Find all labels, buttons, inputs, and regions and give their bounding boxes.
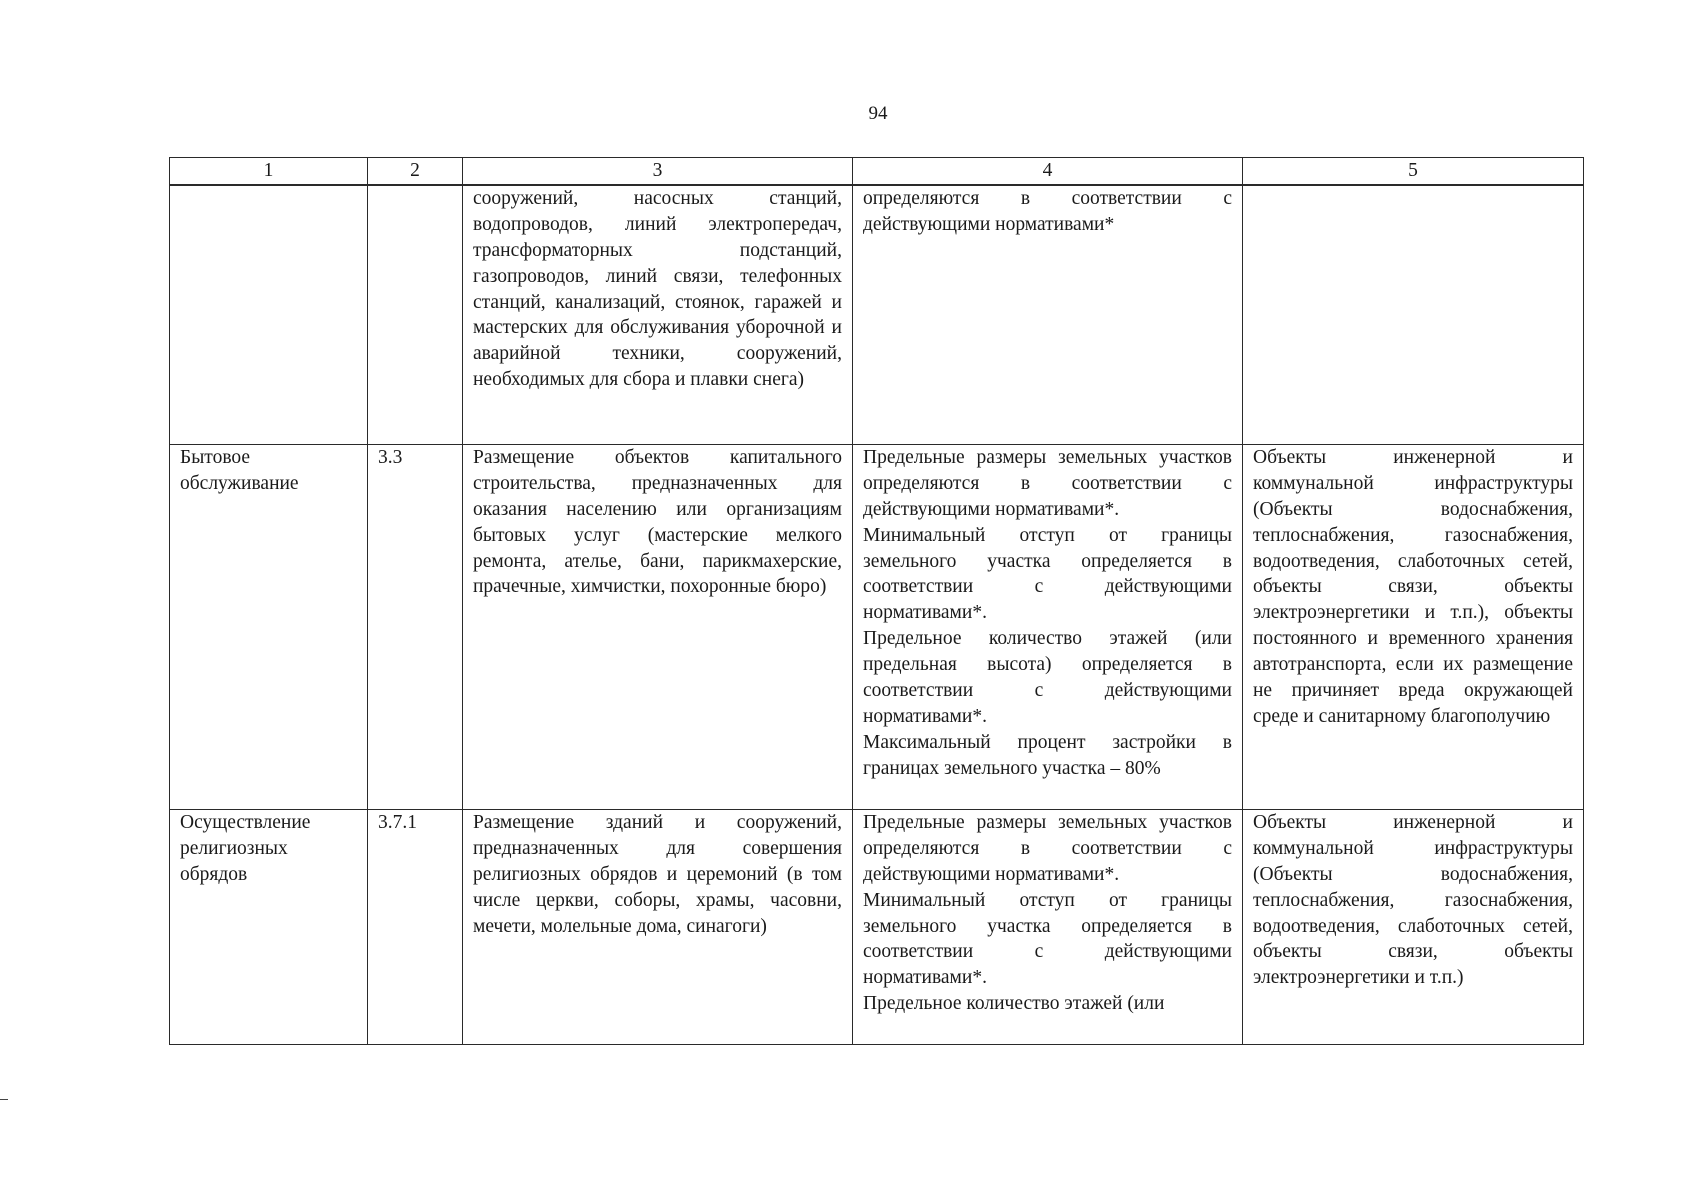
page-number: 94	[868, 103, 888, 124]
column-header-5: 5	[1243, 158, 1584, 185]
auxiliary-uses-text: Объекты инженерной и коммунальной инфраструктуры (Объекты водоснабжения, теплоснабжения, газоснабжения, водоотведения, слаботочных сетей, объекты связи, объекты электроэнергетики и т.п.), объекты постоянного и временного хранения автотранспорта, если их размещение не причиняет вреда окружающей среде и санитарному благополучию	[1253, 446, 1573, 727]
auxiliary-uses-cell	[1243, 809, 1584, 1044]
use-description-text: Размещение объектов капитального строительства, предназначенных для оказания населению или организациям бытовых услуг (мастерские мелкого ремонта, ателье, бани, парикмахерские, прачечные, химчистки, похоронные бюро)	[473, 446, 842, 598]
use-name-text: Осуществление религиозных обрядов	[180, 811, 311, 885]
column-header-1: 1	[170, 158, 368, 185]
auxiliary-uses-cell	[1243, 185, 1584, 445]
column-header-4: 4	[853, 158, 1243, 185]
parameter-text: Предельное количество этажей (или предельная высота) определяется в соответствии с действующими нормативами*.	[863, 628, 1232, 727]
use-name-cell	[170, 444, 368, 809]
parameter-text: Минимальный отступ от границы земельного участка определяется в соответствии с действующими нормативами*.	[863, 524, 1232, 624]
use-name-text: Бытовое обслуживание	[180, 446, 299, 494]
margin-mark	[0, 1099, 8, 1100]
parameter-text: Предельное количество этажей (или	[863, 993, 1165, 1015]
parameters-cell	[853, 444, 1243, 809]
use-description-text: Размещение зданий и сооружений, предназначенных для совершения религиозных обрядов и церемоний (в том числе церкви, соборы, храмы, часовни, мечети, молельные дома, синагоги)	[473, 811, 842, 937]
parameters-cell	[853, 185, 1243, 445]
table-row	[170, 809, 1584, 1044]
use-description-text: сооружений, насосных станций, водопроводов, линий электропередач, трансформаторных подстанций, газопроводов, линий связи, телефонных станций, канализаций, стоянок, гаражей и мастерских для обслуживания уборочной и аварийной техники, сооружений, необходимых для сбора и плавки снега)	[473, 187, 842, 391]
parameter-text: Предельные размеры земельных участков определяются в соответствии с действующими нормативами*.	[863, 811, 1232, 885]
parameter-text: определяются в соответствии с действующими нормативами*	[863, 187, 1232, 235]
use-description-cell	[463, 444, 853, 809]
use-code-cell: 3.7.1	[368, 809, 463, 1044]
use-description-cell	[463, 809, 853, 1044]
column-header-3: 3	[463, 158, 853, 185]
auxiliary-uses-text: Объекты инженерной и коммунальной инфраструктуры (Объекты водоснабжения, теплоснабжения, газоснабжения, водоотведения, слаботочных сетей, объекты связи, объекты электроэнергетики и т.п.)	[1253, 811, 1573, 989]
parameter-text: Минимальный отступ от границы земельного участка определяется в соответствии с действующими нормативами*.	[863, 889, 1232, 989]
parameter-text: Предельные размеры земельных участков определяются в соответствии с действующими нормативами*.	[863, 446, 1232, 520]
parameter-text: Максимальный процент застройки в границах земельного участка – 80%	[863, 731, 1232, 779]
parameters-cell	[853, 809, 1243, 1044]
use-name-cell	[170, 809, 368, 1044]
use-code-cell	[368, 185, 463, 445]
land-use-table	[169, 157, 1584, 1045]
table-header-row	[170, 158, 1584, 185]
use-name-cell	[170, 185, 368, 445]
table-row	[170, 185, 1584, 445]
use-code-cell: 3.3	[368, 444, 463, 809]
table-row	[170, 444, 1584, 809]
column-header-2: 2	[368, 158, 463, 185]
auxiliary-uses-cell	[1243, 444, 1584, 809]
use-description-cell	[463, 185, 853, 445]
